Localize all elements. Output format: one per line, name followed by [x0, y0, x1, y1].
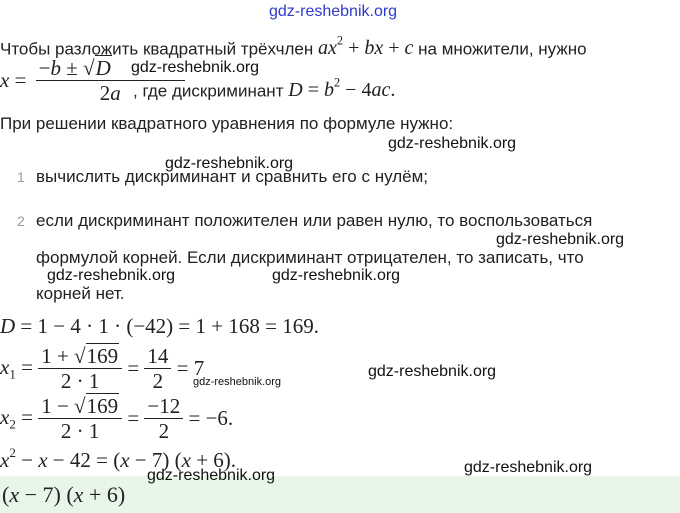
root-formula: x = $\frac{-b \pm √D}{2a}$ [0, 56, 185, 105]
method-intro: При решении квадратного уравнения по формуле нужно: [0, 114, 454, 133]
watermark: gdz-reshebnik.org [368, 363, 497, 380]
root-formula-fraction: $\frac{-b \pm √D}{2a}$ [36, 56, 185, 105]
factorization-line: $x^2 - x - 42 = (x - 7) (x + 6)$. [0, 445, 237, 472]
x2-fraction: $\frac{1 - √169}{2 \cdot 1}$ [38, 394, 122, 443]
x1-fraction-simplified: $\frac{14}{2}$ [144, 344, 171, 393]
watermark: gdz-reshebnik.org [193, 376, 282, 388]
root-x1: $x_1$ = $\frac{1 + √169}{2 \cdot 1}$ = $\frac{14}{2}$ = 7 [0, 344, 205, 394]
x2-fraction-simplified: $\frac{-12}{2}$ [144, 394, 183, 443]
watermark: gdz-reshebnik.org [47, 267, 176, 284]
x2-value: = −6. [188, 406, 234, 431]
watermark: gdz-reshebnik.org [388, 135, 517, 152]
step-number: 2 [17, 213, 25, 229]
watermark: gdz-reshebnik.org [272, 267, 401, 284]
formula-tail: , где дискриминант $D = b^2 - 4ac$. [133, 76, 396, 102]
watermark: gdz-reshebnik.org [131, 59, 260, 76]
x1-value: = 7 [176, 356, 205, 381]
intro-text-before: Чтобы разложить квадратный трёхчлен [0, 39, 314, 59]
watermark: gdz-reshebnik.org [496, 231, 625, 248]
x1-fraction: $\frac{1 + √169}{2 \cdot 1}$ [38, 344, 122, 393]
watermark: gdz-reshebnik.org [165, 155, 294, 172]
step-text-line2: формулой корней. Если дискриминант отрицателен, то записать, что [36, 248, 584, 267]
watermark: gdz-reshebnik.org [147, 467, 276, 484]
step-text-line1: если дискриминант положителен или равен нулю, то воспользоваться [36, 211, 593, 230]
discriminant-computation: D = 1 − 4 · 1 · (−42) = 1 + 168 = 169. [0, 314, 319, 338]
step-number: 1 [17, 169, 25, 185]
trinomial-expression: $ax^2$ + bx + c [317, 34, 414, 60]
intro-text-after: на множители, нужно [418, 39, 587, 59]
step-text-line3: корней нет. [36, 284, 125, 303]
watermark: gdz-reshebnik.org [464, 459, 593, 476]
step-text: вычислить дискриминант и сравнить его с нулём; [36, 167, 429, 186]
root-x2: $x_2$ = $\frac{1 - √169}{2 \cdot 1}$ = $\frac{-12}{2}$ = −6. [0, 394, 234, 444]
watermark-top: gdz-reshebnik.org [269, 3, 398, 20]
answer: (x − 7) (x + 6) [2, 482, 126, 507]
discriminant-formula: $D = b^2 - 4ac$. [288, 76, 396, 102]
